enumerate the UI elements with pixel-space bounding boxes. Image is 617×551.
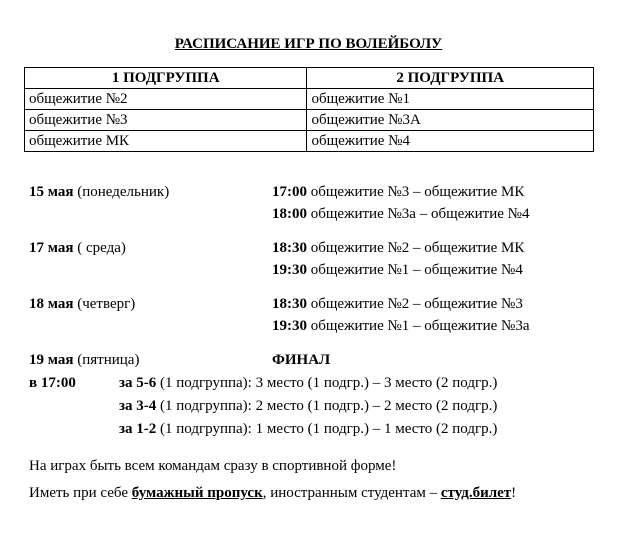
groups-table (24, 67, 594, 152)
final-weekday: (пятница) (73, 352, 140, 368)
game-time: 17:00 (272, 184, 307, 200)
table-cell: общежитие №2 (25, 89, 307, 110)
game-time: 19:30 (272, 262, 307, 278)
table-cell: общежитие №1 (307, 89, 594, 110)
day-label (29, 184, 169, 201)
final-place: за 5-6 (119, 375, 157, 391)
game-teams: общежитие №3а – общежитие №4 (307, 206, 530, 222)
game-line (272, 262, 523, 279)
final-match-text: (1 подгруппа): 3 место (1 подгр.) – 3 место (2 подгр.) (156, 375, 498, 391)
game-line (272, 296, 523, 313)
final-time: в 17:00 (29, 375, 76, 391)
final-match-text: (1 подгруппа): 1 место (1 подгр.) – 1 место (2 подгр.) (156, 421, 498, 437)
game-line (272, 240, 524, 257)
game-line (272, 318, 529, 335)
page-title: РАСПИСАНИЕ ИГР ПО ВОЛЕЙБОЛУ (174, 36, 443, 52)
game-teams: общежитие №2 – общежитие МК (307, 240, 525, 256)
table-header-row (25, 68, 594, 89)
table-cell: общежитие МК (25, 131, 307, 152)
table-row (25, 89, 594, 110)
final-day-label (29, 352, 139, 369)
game-line (272, 184, 524, 201)
game-teams: общежитие №1 – общежитие №4 (307, 262, 523, 278)
day-label (29, 296, 135, 313)
final-date: 19 мая (29, 352, 74, 368)
final-match (119, 375, 497, 392)
day-date: 15 мая (29, 184, 74, 200)
game-time: 19:30 (272, 318, 307, 334)
table-cell: общежитие №4 (307, 131, 594, 152)
note-documents: Иметь при себе бумажный пропуск, иностранным студентам – студ.билет! (29, 485, 517, 501)
game-teams: общежитие №3 – общежитие МК (307, 184, 525, 200)
game-time: 18:30 (272, 240, 307, 256)
table-row (25, 131, 594, 152)
final-match-text: (1 подгруппа): 2 место (1 подгр.) – 2 место (2 подгр.) (156, 398, 498, 414)
table-row (25, 110, 594, 131)
column-header: 2 ПОДГРУППА (307, 68, 594, 89)
day-weekday: ( среда) (73, 240, 126, 256)
day-date: 18 мая (29, 296, 74, 312)
final-title: ФИНАЛ (272, 352, 331, 368)
game-time: 18:00 (272, 206, 307, 222)
paper-pass-text: бумажный пропуск (131, 485, 263, 501)
student-card-text: студ.билет (440, 485, 512, 501)
game-teams: общежитие №1 – общежитие №3а (307, 318, 530, 334)
table-cell: общежитие №3А (307, 110, 594, 131)
column-header: 1 ПОДГРУППА (25, 68, 307, 89)
final-place: за 1-2 (119, 421, 157, 437)
day-date: 17 мая (29, 240, 74, 256)
note-uniform: На играх быть всем командам сразу в спортивной форме! (29, 458, 397, 474)
final-match (119, 421, 497, 438)
game-teams: общежитие №2 – общежитие №3 (307, 296, 523, 312)
final-place: за 3-4 (119, 398, 157, 414)
final-match (119, 398, 497, 415)
day-weekday: (понедельник) (73, 184, 170, 200)
day-label (29, 240, 126, 257)
game-line (272, 206, 529, 223)
game-time: 18:30 (272, 296, 307, 312)
table-cell: общежитие №3 (25, 110, 307, 131)
day-weekday: (четверг) (73, 296, 136, 312)
